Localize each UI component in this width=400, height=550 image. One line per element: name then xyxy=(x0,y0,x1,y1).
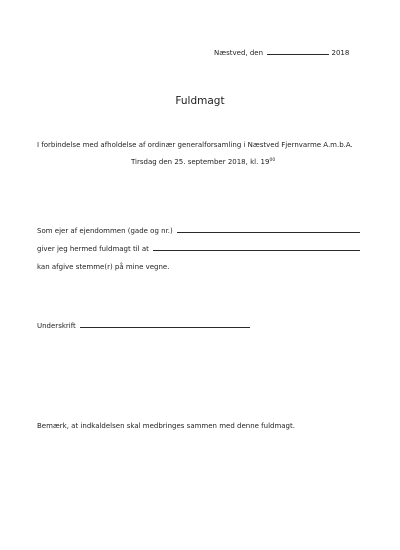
vote-text: kan afgive stemme(r) på mine vegne. xyxy=(37,263,170,271)
proxy-label: giver jeg hermed fuldmagt til at xyxy=(37,245,149,253)
footer-note: Bemærk, at indkaldelsen skal medbringes sammen med denne fuldmagt. xyxy=(37,422,295,430)
place-date-prefix: Næstved, den xyxy=(214,49,264,57)
place-date-year: 2018 xyxy=(331,49,350,57)
owner-label: Som ejer af ejendommen (gade og nr.) xyxy=(37,227,173,235)
meeting-date-text: Tirsdag den 25. september 2018, kl. 19 xyxy=(131,158,270,166)
place-date-line xyxy=(214,47,349,58)
date-blank[interactable] xyxy=(267,47,329,55)
signature-label: Underskrift xyxy=(37,322,76,330)
owner-line xyxy=(37,225,360,236)
meeting-time-superscript: 00 xyxy=(269,158,276,163)
intro-text: I forbindelse med afholdelse af ordinær generalforsamling i Næstved Fjernvarme A.m.b.A. xyxy=(37,141,353,149)
proxy-line xyxy=(37,243,360,254)
meeting-date-line xyxy=(131,158,275,167)
document-title: Fuldmagt xyxy=(175,95,225,107)
signature-blank[interactable] xyxy=(80,320,250,328)
proxy-name-blank[interactable] xyxy=(153,243,360,251)
signature-line xyxy=(37,320,250,331)
owner-address-blank[interactable] xyxy=(177,225,360,233)
